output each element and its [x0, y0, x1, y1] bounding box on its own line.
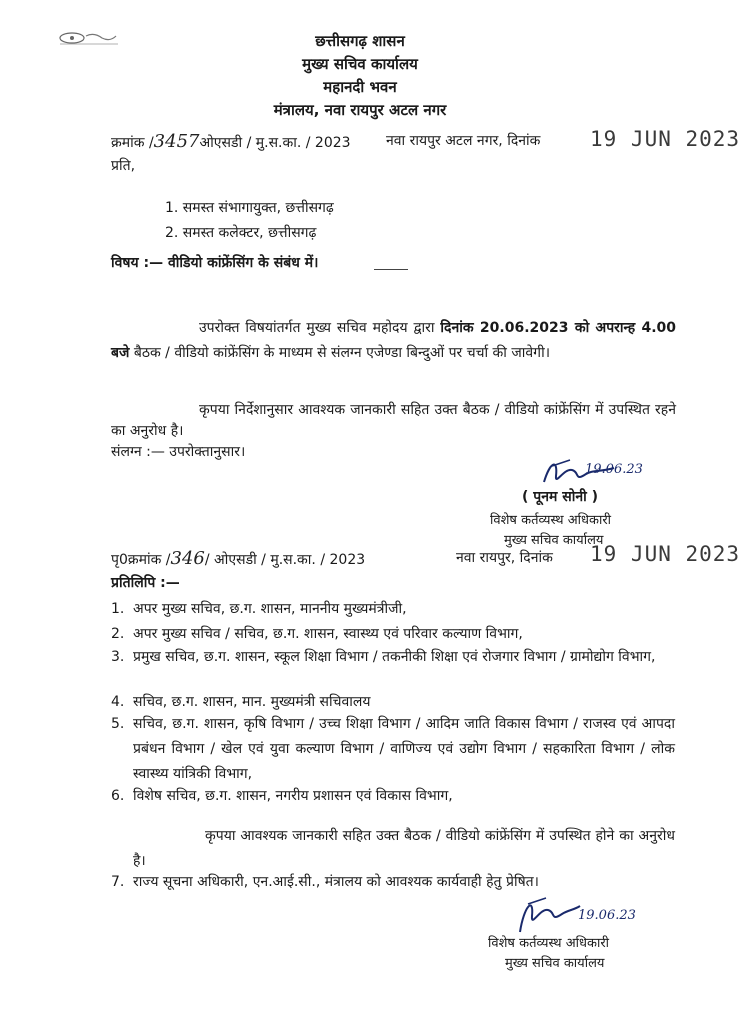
- copy-item-3: [111, 645, 675, 670]
- copy-item-text: अपर मुख्य सचिव / सचिव, छ.ग. शासन, स्वास्थ्य एवं परिवार कल्याण विभाग,: [133, 626, 523, 642]
- order-number-handwritten: 3457: [153, 131, 200, 152]
- copy-item-text: सचिव, छ.ग. शासन, मान. मुख्यमंत्री सचिवालय: [133, 694, 371, 710]
- copy-item-text: राज्य सूचना अधिकारी, एन.आई.सी., मंत्रालय को आवश्यक कार्यवाही हेतु प्रेषित।: [133, 874, 539, 890]
- copy-item-2: [111, 622, 675, 647]
- copy-item-number: 6.: [111, 788, 125, 804]
- signature-1-initials: 19.06.23: [585, 462, 643, 477]
- copy-order-place-date: नवा रायपुर, दिनांक: [456, 550, 553, 566]
- copies-label: प्रतिलिपि :—: [111, 575, 180, 591]
- order-number-line: [111, 131, 351, 152]
- copy-item-number: 1.: [111, 601, 125, 617]
- copy-item-number: 5.: [111, 716, 125, 732]
- copy-item-text: विशेष सचिव, छ.ग. शासन, नगरीय प्रशासन एवं विकास विभाग,: [133, 788, 453, 804]
- body-paragraph-2: कृपया निर्देशानुसार आवश्यक जानकारी सहित उक्त बैठक / वीडियो कांफ्रेंसिंग में उपस्थित रहने का अनुरोध है।: [111, 402, 676, 439]
- copies-request: कृपया आवश्यक जानकारी सहित उक्त बैठक / वीडियो कांफ्रेंसिंग में उपस्थित होने का अनुरोध है।: [133, 828, 675, 869]
- copy-item-6: [111, 784, 675, 809]
- copy-item-text: सचिव, छ.ग. शासन, कृषि विभाग / उच्च शिक्षा विभाग / आदिम जाति विकास विभाग / राजस्व एवं आपदा प्रबंधन विभाग / खेल एवं युवा कल्याण विभाग / वाणिज्य एवं उद्योग विभाग / सहकारिता विभाग / लोक स्वास्थ्य यांत्रिकी विभाग,: [133, 716, 675, 782]
- enclosure: संलग्न :— उपरोक्तानुसार।: [111, 444, 246, 460]
- recipient-1: 1. समस्त संभागायुक्त, छत्तीसगढ़: [165, 200, 334, 216]
- copy-item-number: 3.: [111, 649, 125, 665]
- header-office: मुख्य सचिव कार्यालय: [302, 55, 418, 73]
- subject: विषय :— वीडियो कांफ्रेंसिंग के संबंध में।: [111, 255, 319, 271]
- copy-item-text: अपर मुख्य सचिव, छ.ग. शासन, माननीय मुख्यमंत्रीजी,: [133, 601, 407, 617]
- copy-item-7: [111, 870, 675, 895]
- copy-item-number: 2.: [111, 626, 125, 642]
- copy-item-number: 7.: [111, 874, 125, 890]
- copy-order-suffix: / ओएसडी / मु.स.का. / 2023: [204, 552, 366, 568]
- signatory-office-1: मुख्य सचिव कार्यालय: [504, 533, 604, 548]
- signatory-name: ( पूनम सोनी ): [522, 489, 598, 505]
- recipient-2: 2. समस्त कलेक्टर, छत्तीसगढ़: [165, 225, 317, 241]
- header-govt: छत्तीसगढ़ शासन: [315, 32, 405, 50]
- para1-rest: बैठक / वीडियो कांफ्रेंसिंग के माध्यम से संलग्न एजेण्डा बिन्दुओं पर चर्चा की जावेगी।: [133, 345, 550, 361]
- order-place-date: नवा रायपुर अटल नगर, दिनांक: [386, 133, 541, 149]
- copy-order-number-handwritten: 346: [170, 548, 205, 569]
- body-paragraph-1: [111, 316, 676, 366]
- order-prefix: क्रमांक /: [111, 135, 154, 151]
- header-address: मंत्रालय, नवा रायपुर अटल नगर: [273, 101, 447, 119]
- divider: [374, 269, 408, 270]
- signatory-title-2: विशेष कर्तव्यस्थ अधिकारी: [488, 936, 610, 951]
- date-stamp-2: 19 JUN 2023: [590, 542, 740, 566]
- para1-intro: उपरोक्त विषयांतर्गत मुख्य सचिव महोदय द्वारा: [199, 320, 435, 336]
- signatory-title-1: विशेष कर्तव्यस्थ अधिकारी: [490, 513, 612, 528]
- copy-item-text: प्रमुख सचिव, छ.ग. शासन, स्कूल शिक्षा विभाग / तकनीकी शिक्षा एवं रोजगार विभाग / ग्रामोद्योग विभाग,: [133, 649, 656, 665]
- copy-order-line: [111, 548, 365, 569]
- order-suffix: ओएसडी / मु.स.का. / 2023: [199, 135, 351, 151]
- copy-item-number: 4.: [111, 694, 125, 710]
- signature-2-initials: 19.06.23: [578, 908, 636, 923]
- signatory-office-2: मुख्य सचिव कार्यालय: [505, 956, 605, 971]
- header-building: महानदी भवन: [323, 78, 397, 96]
- date-stamp: 19 JUN 2023: [590, 127, 740, 151]
- copy-item-5: [111, 712, 675, 787]
- copy-order-prefix: पृ0क्रमांक /: [111, 552, 171, 568]
- meeting-date-time: दिनांक 20.06.2023 को अपरान्ह 4.00 बजे: [111, 320, 677, 361]
- to-label: प्रति,: [111, 158, 136, 174]
- copy-item-1: [111, 597, 675, 622]
